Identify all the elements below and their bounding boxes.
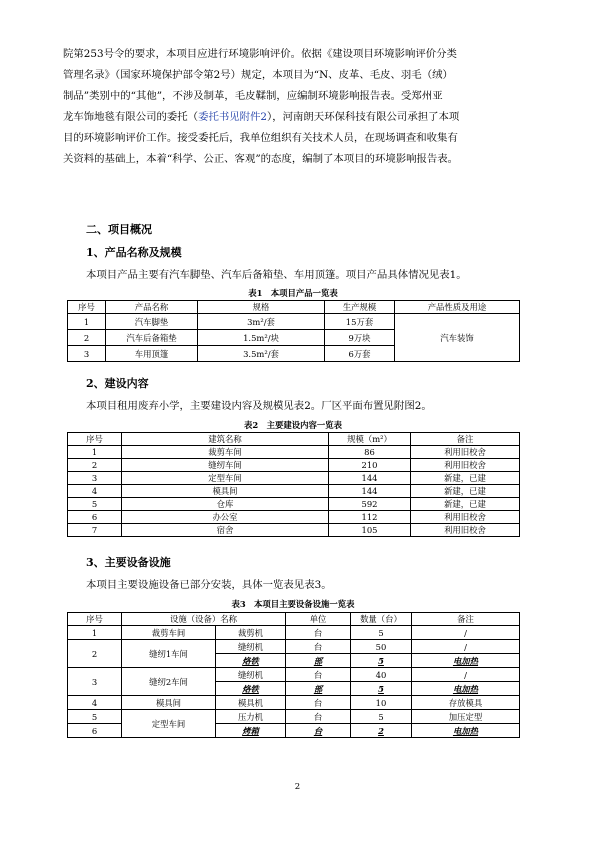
subsection-text: 本项目主要设施设备已部分安装，具体一览表见表3。 — [86, 579, 332, 591]
header-cell: 备注 — [412, 613, 520, 626]
cell: 利用旧校舍 — [411, 459, 520, 472]
cell: 新建，已建 — [411, 485, 520, 498]
cell: 缝纫2车间 — [122, 668, 216, 696]
cell: 3.5m²/套 — [198, 346, 325, 362]
cell: 5 — [351, 682, 412, 696]
header-cell: 单位 — [286, 613, 351, 626]
table-row — [68, 668, 520, 682]
cell: 40 — [351, 668, 412, 682]
header-cell: 备注 — [411, 433, 520, 446]
cell: 电加热 — [412, 724, 520, 738]
product-table — [67, 300, 520, 362]
cell: 4 — [68, 696, 122, 710]
cell: 台 — [286, 724, 351, 738]
attachment-link[interactable]: 委托书见附件2 — [198, 111, 268, 123]
cell: 6万套 — [325, 346, 395, 362]
cell: 模具间 — [122, 485, 329, 498]
subsection-text: 本项目租用废弃小学，主要建设内容及规模见表2。厂区平面布置见附图2。 — [86, 400, 432, 412]
header-cell: 规格 — [198, 301, 325, 314]
cell: 烤箱 — [216, 724, 286, 738]
cell: 105 — [329, 524, 411, 537]
cell: 5 — [68, 710, 122, 724]
table-row — [68, 626, 520, 640]
intro-line: 管理名录》（国家环境保护部令第2号）规定，本项目为“N、皮革、毛皮、羽毛（绒） — [63, 69, 453, 81]
cell: 2 — [68, 640, 122, 668]
cell: 86 — [329, 446, 411, 459]
cell: 利用旧校舍 — [411, 446, 520, 459]
header-cell: 序号 — [68, 613, 122, 626]
cell: 车用顶篷 — [106, 346, 198, 362]
cell: 汽车后备箱垫 — [106, 330, 198, 346]
header-cell: 序号 — [68, 301, 106, 314]
header-cell: 产品性质及用途 — [395, 301, 520, 314]
cell: 3m²/套 — [198, 314, 325, 330]
cell: 利用旧校舍 — [411, 511, 520, 524]
usage-cell: 汽车装饰 — [395, 314, 520, 362]
cell: 9万块 — [325, 330, 395, 346]
table-row — [68, 314, 520, 330]
cell: 台 — [286, 626, 351, 640]
header-cell: 生产规模 — [325, 301, 395, 314]
cell: 烙铁 — [216, 682, 286, 696]
cell: 592 — [329, 498, 411, 511]
cell: 新建，已建 — [411, 498, 520, 511]
cell: 台 — [286, 640, 351, 654]
cell: 缝纫机 — [216, 668, 286, 682]
table-row — [68, 524, 520, 537]
cell: 3 — [68, 668, 122, 696]
cell: 1 — [68, 626, 122, 640]
cell: 112 — [329, 511, 411, 524]
construction-table — [67, 432, 520, 537]
cell: 台 — [286, 696, 351, 710]
cell: 144 — [329, 472, 411, 485]
intro-line: 制品”类别中的“其他”，不涉及制革，毛皮鞣制，应编制环境影响报告表。受郑州亚 — [63, 90, 443, 102]
cell: / — [412, 626, 520, 640]
table-caption: 表1 本项目产品一览表 — [248, 288, 338, 298]
table-row — [68, 511, 520, 524]
table-row — [68, 446, 520, 459]
intro-paragraph — [63, 44, 523, 170]
cell: 烙铁 — [216, 654, 286, 668]
cell: 新建，已建 — [411, 472, 520, 485]
cell: 5 — [351, 710, 412, 724]
cell: 7 — [68, 524, 122, 537]
intro-line: 院第253号令的要求，本项目应进行环境影响评价。依据《建设项目环境影响评价分类 — [63, 48, 457, 60]
cell: 4 — [68, 485, 122, 498]
cell: 210 — [329, 459, 411, 472]
cell: 压力机 — [216, 710, 286, 724]
cell: 电加热 — [412, 654, 520, 668]
cell: / — [412, 640, 520, 654]
cell: 宿舍 — [122, 524, 329, 537]
subsection-title: 2、建设内容 — [86, 377, 149, 390]
cell: 5 — [351, 626, 412, 640]
cell: / — [412, 668, 520, 682]
table-caption: 表2 主要建设内容一览表 — [244, 420, 342, 430]
header-cell: 设施（设备）名称 — [122, 613, 286, 626]
cell: 3 — [68, 346, 106, 362]
table-row — [68, 485, 520, 498]
cell: 台 — [286, 710, 351, 724]
table-row — [68, 640, 520, 654]
cell: 10 — [351, 696, 412, 710]
cell: 1.5m²/块 — [198, 330, 325, 346]
table-row — [68, 459, 520, 472]
header-cell: 数量（台） — [351, 613, 412, 626]
section-title: 二、项目概况 — [86, 223, 152, 236]
cell: 利用旧校舍 — [411, 524, 520, 537]
subsection-text: 本项目产品主要有汽车脚垫、汽车后备箱垫、车用顶篷。项目产品具体情况见表1。 — [86, 269, 467, 281]
table-row — [68, 498, 520, 511]
cell: 5 — [68, 498, 122, 511]
cell: 裁剪机 — [216, 626, 286, 640]
cell: 裁剪车间 — [122, 446, 329, 459]
header-cell: 规模（m²） — [329, 433, 411, 446]
cell: 模具间 — [122, 696, 216, 710]
table-header-row — [68, 613, 520, 626]
page-number: 2 — [294, 782, 301, 792]
cell: 6 — [68, 511, 122, 524]
intro-line: 关资料的基础上，本着“科学、公正、客观”的态度，编制了本项目的环境影响报告表。 — [63, 153, 459, 165]
equipment-table — [67, 612, 520, 738]
cell: 部 — [286, 654, 351, 668]
table-header-row — [68, 433, 520, 446]
cell: 15万套 — [325, 314, 395, 330]
cell: 6 — [68, 724, 122, 738]
cell: 电加热 — [412, 682, 520, 696]
cell: 加压定型 — [412, 710, 520, 724]
table-row — [68, 696, 520, 710]
cell: 2 — [351, 724, 412, 738]
cell: 裁剪车间 — [122, 626, 216, 640]
subsection-title: 3、主要设备设施 — [86, 556, 171, 569]
cell: 2 — [68, 459, 122, 472]
cell: 144 — [329, 485, 411, 498]
header-cell: 建筑名称 — [122, 433, 329, 446]
header-cell: 序号 — [68, 433, 122, 446]
cell: 1 — [68, 446, 122, 459]
table-row — [68, 710, 520, 724]
cell: 5 — [351, 654, 412, 668]
cell: 3 — [68, 472, 122, 485]
subsection-title: 1、产品名称及规模 — [86, 246, 182, 259]
cell: 1 — [68, 314, 106, 330]
table-row — [68, 472, 520, 485]
cell: 2 — [68, 330, 106, 346]
cell: 模具机 — [216, 696, 286, 710]
header-cell: 产品名称 — [106, 301, 198, 314]
cell: 存放模具 — [412, 696, 520, 710]
cell: 缝纫1车间 — [122, 640, 216, 668]
cell: 汽车脚垫 — [106, 314, 198, 330]
cell: 部 — [286, 682, 351, 696]
cell: 定型车间 — [122, 710, 216, 738]
intro-line: 龙车饰地毯有限公司的委托（委托书见附件2），河南朗天环保科技有限公司承担了本项 — [63, 111, 460, 123]
table-header-row — [68, 301, 520, 314]
cell: 缝纫车间 — [122, 459, 329, 472]
cell: 办公室 — [122, 511, 329, 524]
cell: 缝纫机 — [216, 640, 286, 654]
cell: 台 — [286, 668, 351, 682]
cell: 50 — [351, 640, 412, 654]
intro-line: 目的环境影响评价工作。接受委托后，我单位组织有关技术人员，在现场调查和收集有 — [63, 132, 458, 144]
cell: 定型车间 — [122, 472, 329, 485]
table-caption: 表3 本项目主要设备设施一览表 — [231, 599, 355, 609]
cell: 仓库 — [122, 498, 329, 511]
